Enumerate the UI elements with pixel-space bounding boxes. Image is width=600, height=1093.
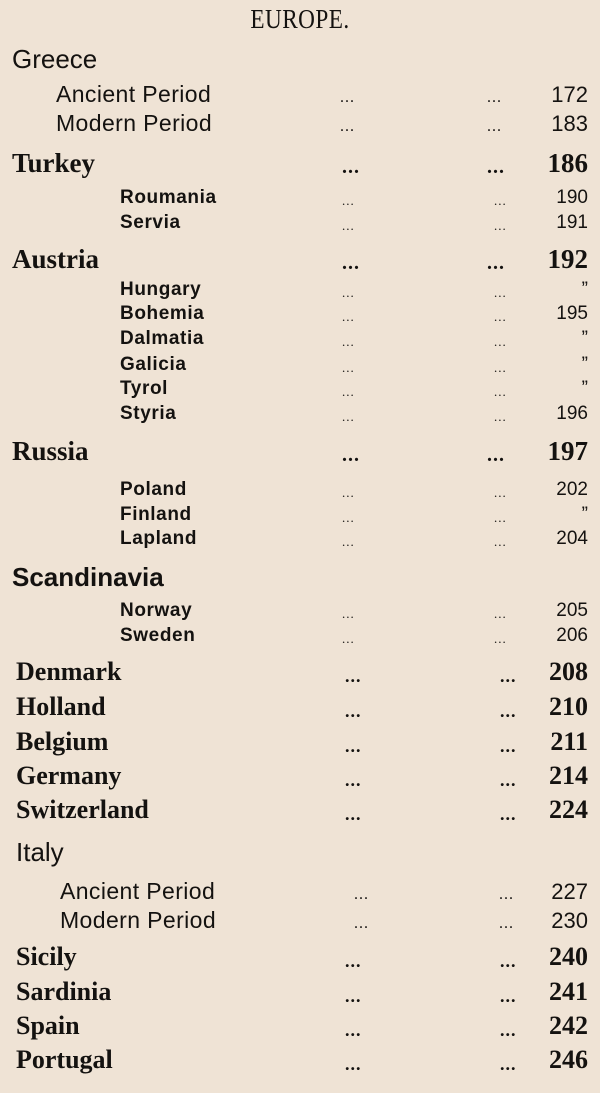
toc-entry-austria bbox=[0, 244, 600, 274]
leader-dots: ... bbox=[342, 534, 355, 549]
entry-label: Scandinavia bbox=[12, 562, 164, 592]
leader-dots: ... bbox=[345, 1054, 362, 1074]
leader-dots: ... bbox=[494, 409, 507, 424]
leader-dots: ... bbox=[342, 156, 360, 178]
page-number: 240 bbox=[549, 942, 588, 971]
leader-dots: ... bbox=[354, 915, 369, 932]
leader-dots: ... bbox=[345, 986, 362, 1006]
page-number: 196 bbox=[556, 403, 588, 424]
toc-entry-italy bbox=[0, 837, 600, 867]
leader-dots: ... bbox=[487, 89, 502, 106]
entry-label: Dalmatia bbox=[120, 328, 205, 349]
entry-label: Ancient Period bbox=[56, 81, 212, 107]
toc-entry-lapland bbox=[0, 528, 600, 549]
page-number: 246 bbox=[549, 1045, 588, 1074]
leader-dots: ... bbox=[342, 606, 355, 621]
leader-dots: ... bbox=[342, 510, 355, 525]
leader-dots: ... bbox=[500, 736, 517, 756]
leader-dots: ... bbox=[342, 384, 355, 399]
leader-dots: ... bbox=[342, 309, 355, 324]
entry-label: Finland bbox=[120, 504, 192, 525]
section-heading: EUROPE. bbox=[250, 4, 350, 34]
leader-dots: ... bbox=[487, 444, 505, 466]
toc-entry-roumania bbox=[0, 187, 600, 208]
entry-label: Tyrol bbox=[120, 378, 169, 399]
page-number: 172 bbox=[551, 82, 588, 107]
leader-dots: ... bbox=[500, 951, 517, 971]
page-number: ” bbox=[581, 279, 588, 300]
leader-dots: ... bbox=[342, 285, 355, 300]
leader-dots: ... bbox=[345, 804, 362, 824]
leader-dots: ... bbox=[345, 951, 362, 971]
page-number: 190 bbox=[556, 187, 588, 208]
leader-dots: ... bbox=[345, 701, 362, 721]
leader-dots: ... bbox=[342, 334, 355, 349]
entry-label: Germany bbox=[16, 761, 122, 790]
page-number: 195 bbox=[556, 303, 588, 324]
entry-label: Bohemia bbox=[120, 303, 205, 324]
entry-label: Italy bbox=[16, 837, 64, 867]
toc-entry-russia bbox=[0, 436, 600, 466]
toc-entry-sicily bbox=[0, 942, 600, 971]
page-number: 214 bbox=[549, 761, 588, 790]
leader-dots: ... bbox=[500, 701, 517, 721]
leader-dots: ... bbox=[494, 384, 507, 399]
entry-label: Turkey bbox=[12, 148, 96, 178]
toc-entry-dalmatia bbox=[0, 328, 600, 349]
entry-label: Ancient Period bbox=[60, 878, 216, 904]
leader-dots: ... bbox=[345, 770, 362, 790]
toc-entry-italy-modern bbox=[0, 907, 600, 933]
entry-label: Sardinia bbox=[16, 977, 112, 1006]
leader-dots: ... bbox=[494, 510, 507, 525]
entry-label: Holland bbox=[16, 692, 106, 721]
page-number: 183 bbox=[551, 111, 588, 136]
entry-label: Modern Period bbox=[60, 907, 217, 933]
leader-dots: ... bbox=[494, 360, 507, 375]
leader-dots: ... bbox=[494, 193, 507, 208]
toc-entry-galicia bbox=[0, 354, 600, 375]
page-number: 210 bbox=[549, 692, 588, 721]
leader-dots: ... bbox=[487, 252, 505, 274]
toc-entry-sweden bbox=[0, 625, 600, 646]
toc-entry-sardinia bbox=[0, 977, 600, 1006]
page-number: 211 bbox=[550, 727, 588, 756]
toc-entry-styria bbox=[0, 403, 600, 424]
entry-label: Sweden bbox=[120, 625, 196, 646]
toc-entry-germany bbox=[0, 761, 600, 790]
page-number: 202 bbox=[556, 479, 588, 500]
toc-entry-switzerland bbox=[0, 795, 600, 824]
entry-label: Roumania bbox=[120, 187, 217, 208]
entry-label: Galicia bbox=[120, 354, 187, 375]
page-number: 206 bbox=[556, 625, 588, 646]
toc-entry-italy-ancient bbox=[0, 878, 600, 904]
leader-dots: ... bbox=[494, 606, 507, 621]
leader-dots: ... bbox=[345, 736, 362, 756]
leader-dots: ... bbox=[342, 485, 355, 500]
toc-entry-belgium bbox=[0, 727, 600, 756]
toc-entry-servia bbox=[0, 212, 600, 233]
leader-dots: ... bbox=[500, 1020, 517, 1040]
leader-dots: ... bbox=[500, 666, 517, 686]
toc-entry-scandinavia bbox=[0, 562, 600, 592]
page-number: 204 bbox=[556, 528, 588, 549]
leader-dots: ... bbox=[494, 485, 507, 500]
toc-entry-greece bbox=[0, 44, 600, 74]
page-number: 224 bbox=[549, 795, 588, 824]
toc-entry-denmark bbox=[0, 657, 600, 686]
toc-entry-holland bbox=[0, 692, 600, 721]
toc-entry-poland bbox=[0, 479, 600, 500]
leader-dots: ... bbox=[342, 252, 360, 274]
page-number: 242 bbox=[549, 1011, 588, 1040]
leader-dots: ... bbox=[494, 534, 507, 549]
entry-label: Russia bbox=[12, 436, 89, 466]
leader-dots: ... bbox=[494, 285, 507, 300]
page-number: ” bbox=[581, 328, 588, 349]
page-number: 227 bbox=[551, 879, 588, 904]
leader-dots: ... bbox=[487, 156, 505, 178]
entry-label: Greece bbox=[12, 44, 98, 74]
page-number: 186 bbox=[547, 148, 588, 178]
entry-label: Belgium bbox=[16, 727, 109, 756]
toc-entry-bohemia bbox=[0, 303, 600, 324]
leader-dots: ... bbox=[500, 770, 517, 790]
leader-dots: ... bbox=[354, 886, 369, 903]
toc-entry-spain bbox=[0, 1011, 600, 1040]
toc-entry-greece-ancient bbox=[0, 81, 600, 107]
leader-dots: ... bbox=[499, 915, 514, 932]
page-number: ” bbox=[581, 354, 588, 375]
toc-entry-norway bbox=[0, 600, 600, 621]
leader-dots: ... bbox=[500, 1054, 517, 1074]
entry-label: Denmark bbox=[16, 657, 122, 686]
page-number: 192 bbox=[547, 244, 588, 274]
leader-dots: ... bbox=[342, 409, 355, 424]
leader-dots: ... bbox=[500, 804, 517, 824]
page-number: 191 bbox=[556, 212, 588, 233]
page-number: 241 bbox=[549, 977, 588, 1006]
entry-label: Spain bbox=[16, 1011, 80, 1040]
leader-dots: ... bbox=[340, 118, 355, 135]
leader-dots: ... bbox=[494, 631, 507, 646]
entry-label: Lapland bbox=[120, 528, 198, 549]
leader-dots: ... bbox=[342, 193, 355, 208]
entry-label: Poland bbox=[120, 479, 187, 500]
leader-dots: ... bbox=[342, 360, 355, 375]
entry-label: Hungary bbox=[120, 279, 202, 300]
toc-entry-hungary bbox=[0, 279, 600, 300]
toc-entry-tyrol bbox=[0, 378, 600, 399]
leader-dots: ... bbox=[342, 631, 355, 646]
entry-label: Austria bbox=[12, 244, 99, 274]
leader-dots: ... bbox=[500, 986, 517, 1006]
leader-dots: ... bbox=[345, 666, 362, 686]
leader-dots: ... bbox=[494, 334, 507, 349]
entry-label: Styria bbox=[120, 403, 177, 424]
entry-label: Portugal bbox=[16, 1045, 113, 1074]
toc-entry-finland bbox=[0, 504, 600, 525]
leader-dots: ... bbox=[499, 886, 514, 903]
entry-label: Servia bbox=[120, 212, 181, 233]
leader-dots: ... bbox=[345, 1020, 362, 1040]
leader-dots: ... bbox=[494, 309, 507, 324]
entry-label: Switzerland bbox=[16, 795, 149, 824]
page-number: 230 bbox=[551, 908, 588, 933]
leader-dots: ... bbox=[487, 118, 502, 135]
leader-dots: ... bbox=[342, 218, 355, 233]
entry-label: Modern Period bbox=[56, 110, 213, 136]
page-number: 205 bbox=[556, 600, 588, 621]
entry-label: Sicily bbox=[16, 942, 77, 971]
page-number: ” bbox=[581, 504, 588, 525]
leader-dots: ... bbox=[340, 89, 355, 106]
leader-dots: ... bbox=[342, 444, 360, 466]
page-number: 208 bbox=[549, 657, 588, 686]
entry-label: Norway bbox=[120, 600, 193, 621]
toc-entry-turkey bbox=[0, 148, 600, 178]
page-number: ” bbox=[581, 378, 588, 399]
toc-entry-portugal bbox=[0, 1045, 600, 1074]
page-number: 197 bbox=[547, 436, 588, 466]
toc-entry-greece-modern bbox=[0, 110, 600, 136]
leader-dots: ... bbox=[494, 218, 507, 233]
